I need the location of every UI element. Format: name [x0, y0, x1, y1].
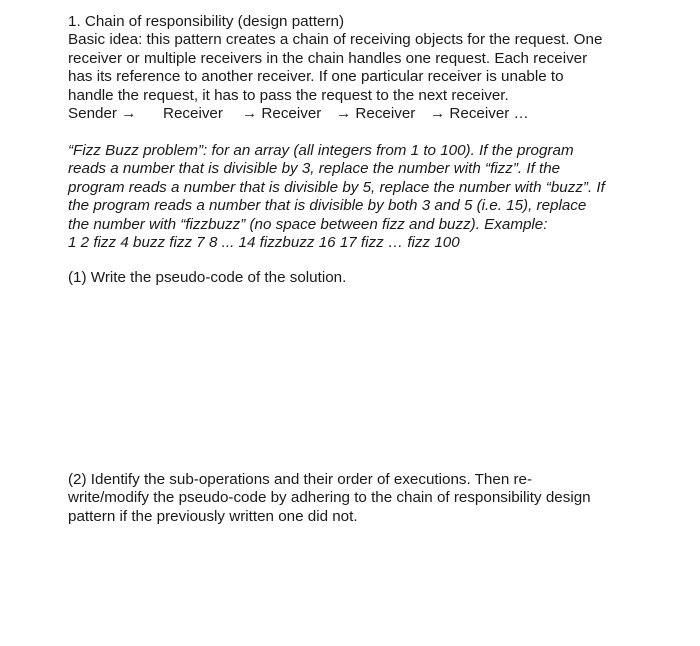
description-line: has its reference to another receiver. If one particular receiver is unable to — [68, 68, 564, 86]
question-1-text: (1) Write the pseudo-code of the solution. — [68, 269, 347, 286]
chain-diagram-line — [68, 105, 668, 123]
question-2 — [68, 471, 668, 526]
question-2-line: write/modify the pseudo-code by adhering to the chain of responsibility design — [68, 489, 591, 507]
description-line: receiver or multiple receivers in the chain handles one request. Each receiver — [68, 49, 588, 67]
description-line: Basic idea: this pattern creates a chain of receiving objects for the request. One — [68, 31, 603, 49]
fizzbuzz-problem-section — [68, 142, 668, 252]
problem-line: program reads a number that is divisible by 5, replace the number with “buzz”. If — [68, 178, 605, 196]
description-line: handle the request, it has to pass the request to the next receiver. — [68, 86, 509, 104]
question-2-line: pattern if the previously written one did not. — [68, 507, 358, 525]
chain-receiver: → Receiver … — [430, 105, 529, 123]
chain-of-responsibility-section — [68, 13, 668, 123]
chain-sender: Sender → — [68, 105, 137, 123]
chain-receiver: → Receiver — [336, 105, 416, 123]
chain-receiver: → Receiver — [242, 105, 322, 123]
chain-receiver: Receiver — [163, 105, 223, 123]
problem-line: “Fizz Buzz problem”: for an array (all integers from 1 to 100). If the program — [68, 142, 574, 159]
section-heading: 1. Chain of responsibility (design pattern) — [68, 13, 345, 30]
problem-line: reads a number that is divisible by 3, replace the number with “fizz”. If the — [68, 160, 561, 178]
question-1 — [68, 269, 668, 287]
problem-line: the program reads a number that is divisible by both 3 and 5 (i.e. 15), replace — [68, 197, 587, 215]
problem-line: the number with “fizzbuzz” (no space between fizz and buzz). Example: — [68, 215, 548, 233]
question-2-line: (2) Identify the sub-operations and their order of executions. Then re- — [68, 471, 533, 488]
example-line: 1 2 fizz 4 buzz fizz 7 8 ... 14 fizzbuzz 16 17 fizz … fizz 100 — [68, 234, 460, 252]
